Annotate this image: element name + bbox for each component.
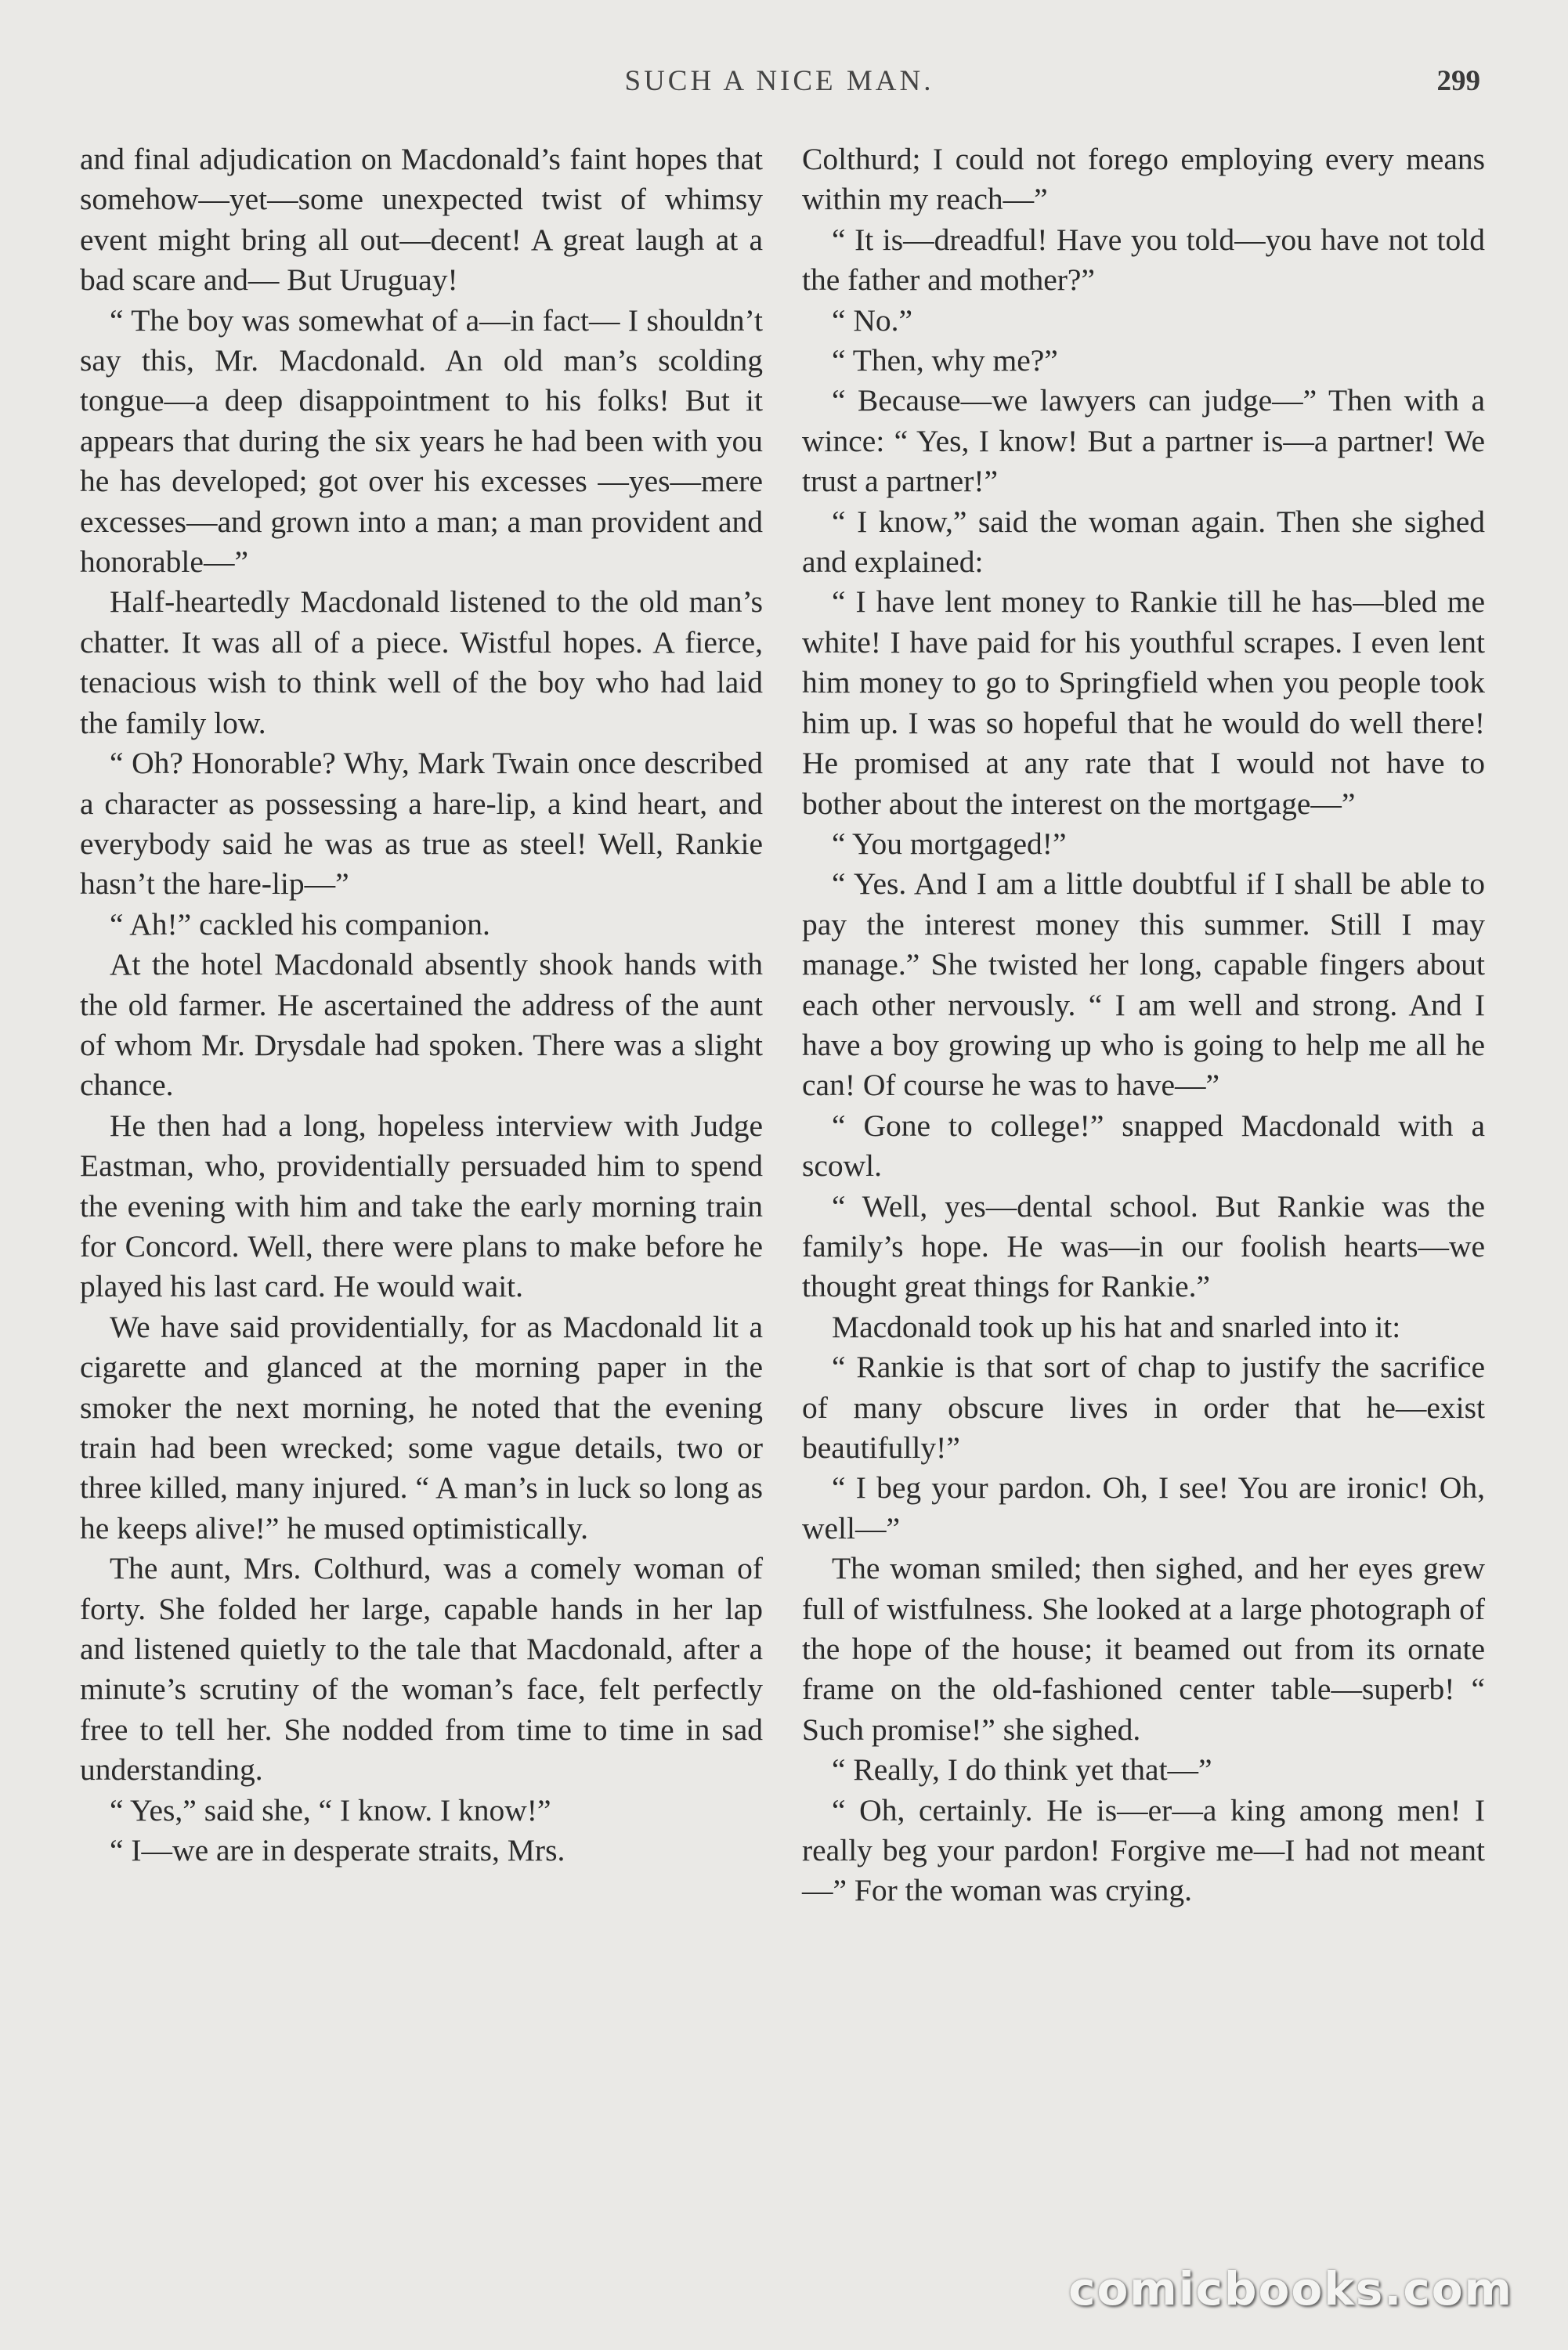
paragraph: “ Oh? Honorable? Why, Mark Twain once described a character as possessing a hare-lip, a kind heart, and everybody said he was as true as steel! Well, Rankie hasn’t the hare-lip—” (80, 746, 763, 902)
paragraph: “ It is—dreadful! Have you told—you have not told the father and mother?” (802, 222, 1485, 298)
paragraph: Colthurd; I could not forego employing every means within my reach—” (802, 142, 1485, 217)
paragraph: “ You mortgaged!” (832, 826, 1067, 861)
paragraph: “ Well, yes—dental school. But Rankie was the family’s hope. He was—in our foolish hearts—we thought great things for Rankie.” (802, 1188, 1485, 1304)
paragraph: “ Ah!” cackled his companion. (110, 906, 490, 942)
paragraph: He then had a long, hopeless interview with Judge Eastman, who, providentially persuaded him to spend the evening with him and take the early morning train for Concord. Well, there were plans to make before he played his last card. He would wait. (80, 1108, 763, 1304)
paragraph: and final adjudication on Macdonald’s faint hopes that somehow—yet—some unexpected twist of whimsy event might bring all out—decent! A great laugh at a bad scare and— But Uruguay! (80, 142, 763, 298)
paragraph: “ Because—we lawyers can judge—” Then with a wince: “ Yes, I know! But a partner is—a partner! We trust a partner!” (802, 383, 1485, 499)
page-number: 299 (1436, 65, 1480, 97)
left-column (80, 139, 763, 1871)
paragraph: “ I beg your pardon. Oh, I see! You are ironic! Oh, well—” (802, 1470, 1485, 1546)
paragraph: “ Rankie is that sort of chap to justify the sacrifice of many obscure lives in order that he—exist beautifully!” (802, 1350, 1485, 1465)
running-head: SUCH A NICE MAN. (624, 65, 934, 97)
paragraph: Macdonald took up his hat and snarled into it: (832, 1309, 1401, 1344)
page-header (78, 64, 1480, 111)
paragraph: At the hotel Macdonald absently shook hands with the old farmer. He ascertained the address of the aunt of whom Mr. Drysdale had spoken. There was a slight chance. (80, 947, 763, 1103)
paragraph: Half-heartedly Macdonald listened to the old man’s chatter. It was all of a piece. Wistful hopes. A fierce, tenacious wish to think well of the boy who had laid the family low. (80, 584, 763, 740)
paragraph: “ The boy was somewhat of a—in fact— I shouldn’t say this, Mr. Macdonald. An old man’s scolding tongue—a deep disappointment to his folks! But it appears that during the six years he had been with you he has developed; got over his excesses —yes—mere excesses—and grown into a man; a man provident and honorable—” (80, 302, 763, 580)
paragraph: We have said providentially, for as Macdonald lit a cigarette and glanced at the morning paper in the smoker the next morning, he noted that the evening train had been wrecked; some vague details, two or three killed, many injured. “ A man’s in luck so long as he keeps alive!” he mused optimistically. (80, 1309, 763, 1546)
paragraph: The aunt, Mrs. Colthurd, was a comely woman of forty. She folded her large, capable hands in her lap and listened quietly to the tale that Macdonald, after a minute’s scrutiny of the woman’s face, felt perfectly free to tell her. She nodded from time to time in sad understanding. (80, 1551, 763, 1788)
paragraph: “ No.” (832, 302, 913, 338)
paragraph: “ Then, why me?” (832, 343, 1058, 378)
paragraph: “ Yes. And I am a little doubtful if I shall be able to pay the interest money this summer. Still I may manage.” She twisted her long, capable fingers about each other nervously. “ I am well and strong. And I have a boy growing up who is going to help me all he can! Of course he was to have—” (802, 866, 1485, 1103)
paragraph: “ I—we are in desperate straits, Mrs. (110, 1833, 565, 1868)
paragraph: “ I know,” said the woman again. Then she sighed and explained: (802, 504, 1485, 580)
watermark: comicbooks.com (1068, 2262, 1513, 2316)
paragraph: The woman smiled; then sighed, and her eyes grew full of wistfulness. She looked at a large photograph of the hope of the house; it beamed out from its ornate frame on the old-fashioned center table—superb! “ Such promise!” she sighed. (802, 1551, 1485, 1747)
paragraph: “ I have lent money to Rankie till he has—bled me white! I have paid for his youthful scrapes. I even lent him money to go to Springfield when you people took him up. I was so hopeful that he would do well there! He promised at any rate that I would not have to bother about the interest on the mortgage—” (802, 584, 1485, 821)
paragraph: “ Oh, certainly. He is—er—a king among men! I really beg your pardon! Forgive me—I had not meant—” For the woman was crying. (802, 1792, 1485, 1908)
paragraph: “ Yes,” said she, “ I know. I know!” (110, 1792, 551, 1828)
paragraph: “ Gone to college!” snapped Macdonald with a scowl. (802, 1108, 1485, 1184)
right-column (802, 139, 1485, 1911)
paragraph: “ Really, I do think yet that—” (832, 1752, 1212, 1788)
